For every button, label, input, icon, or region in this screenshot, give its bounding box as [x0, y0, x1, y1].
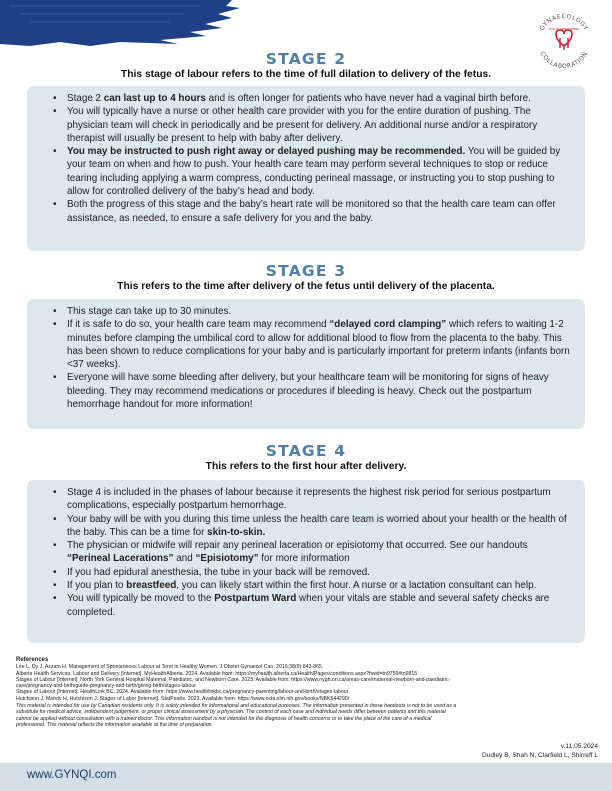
reference-line: Stages of Labour [Internet]. North York General Hospital Maternal, Paediatric, and Newborn Care. 2023. Available from: https://www.nygh.on.ca/areas-care/maternal-newborn-and-paediatric-care/pregnancy-and-birth/guide-pregnancy-and-birth/giving-birth/stages-labour — [16, 676, 451, 690]
brush-stroke-decoration — [0, 0, 260, 46]
version-block — [482, 743, 598, 760]
list-item: • Stage 2 can last up to 4 hours and is often longer for patients who have never had a vaginal birth before. — [53, 92, 571, 105]
disclaimer: This material is intended for use by Canadian residents only. It is solely intended for informational and educational purposes. The information presented in these handouts is not to be used as a substitute for medical advice, independent judgement, or proper clinical assessment by a physician. The context of each case and individual needs differ between patients and this material cannot be applied without consultation with a trained doctor. This information handout is not intended for the diagnosis of health concerns or to take the place of the care of a medical professional. This material reflects the information available at the time of preparation. — [16, 703, 457, 728]
stage-4-list — [53, 486, 571, 619]
stage-2-box — [27, 86, 585, 251]
list-item: • Your baby will be with you during this time unless the health care team is worried about your health or the health of the baby. This can be a time for skin-to-skin. — [53, 513, 571, 540]
reference-line: Lee L, Dy J, Azzam H. Management of Spontaneous Labour at Term in Healthy Women. J Obstet Gynaecol Can. 2016;38(9):843-865. — [16, 664, 324, 671]
footer-bar — [0, 763, 612, 791]
stage-3-box — [27, 299, 585, 429]
version-number: v.11.05.2024 — [560, 743, 598, 750]
list-item: • This stage can take up to 30 minutes. — [53, 305, 571, 318]
footer-url-link[interactable]: www.GYNQI.com — [27, 769, 117, 781]
stage-4-box — [27, 480, 585, 643]
stage-4-subtitle: This refers to the first hour after delivery. — [205, 461, 407, 472]
references-section — [16, 657, 461, 728]
list-item: • If you plan to breastfeed, you can likely start within the first hour. A nurse or a lactation consultant can help. — [53, 579, 571, 592]
stage-3-subtitle: This refers to the time after delivery of the fetus until delivery of the placenta. — [117, 281, 495, 292]
stage-2-subtitle: This stage of labour refers to the time of full dilation to delivery of the fetus. — [120, 69, 492, 80]
list-item: • You may be instructed to push right away or delayed pushing may be recommended. You will be guided by your team on when and how to push. Your health care team may perform several techniques to stop or reduce tearing including applying a warm compress, conducting perineal massage, or instructing you to stop pushing to allow for controlled delivery of the baby’s head and body. — [53, 145, 571, 198]
list-item: • If it is safe to do so, your health care team may recommend “delayed cord clamping” which refers to waiting 1-2 minutes before clamping the umbilical cord to allow for additional blood to flow from the placenta to the baby. This has been shown to reduce complications for your baby and is particularly important for preterm infants (infants born <37 weeks). — [53, 318, 571, 371]
stage-4-title: STAGE 4 — [265, 442, 347, 460]
stage-3-list — [53, 305, 571, 411]
authors: Dudley B, Shah N, Clarfield L, Shirreff L — [481, 751, 598, 759]
svg-text:GYNAECOLOGY: GYNAECOLOGY — [538, 12, 590, 32]
stage-2-list — [53, 92, 571, 225]
list-item: • Everyone will have some bleeding after delivery, but your healthcare team will be monitoring for signs of heavy bleeding. They may recommend medications or procedures if bleeding is heavy. Check out the postpartum hemorrhage handout for more information! — [53, 371, 571, 411]
list-item: • The physician or midwife will repair any perineal laceration or episiotomy that occurred. See our handouts “Perineal Lacerations” and “Episiotomy” for more information — [53, 539, 571, 566]
reference-line: Alberta Health Services. Labour and Delivery [Internet]. MyHealthAlberta. 2024. Available from: https://myhealth.alberta.ca/Health/Pages/conditions.aspx?hwid=tn9759#tn9815 — [16, 670, 418, 677]
svg-text:QUALITY IMPROVEMENT: QUALITY IMPROVEMENT — [548, 28, 580, 31]
list-item: • You will typically have a nurse or other health care provider with you for the entire duration of pushing. The physician team will check in periodically and be present for delivery. An additional nurse and/or a respiratory therapist will usually be present to help with baby after delivery. — [53, 105, 571, 145]
svg-text:COLLABORATION: COLLABORATION — [538, 50, 590, 71]
list-item: • Both the progress of this stage and the baby’s heart rate will be monitored so that the health care team can offer assistance, as needed, to ensure a safe delivery for you and the baby. — [53, 198, 571, 225]
list-item: • If you had epidural anesthesia, the tube in your back will be removed. — [53, 566, 571, 579]
list-item: • You will typically be moved to the Postpartum Ward when your vitals are stable and several safety checks are completed. — [53, 592, 571, 619]
stage-2-title: STAGE 2 — [265, 50, 347, 68]
list-item: • Stage 4 is included in the phases of labour because it represents the highest risk period for serious postpartum complications, especially postpartum hemorrhage. — [53, 486, 571, 513]
stage-3-title: STAGE 3 — [265, 262, 347, 280]
references-heading: References — [16, 657, 49, 663]
reference-line: Stages of Labour [Internet]. HealthLink BC. 2024. Available from: https://www.healthlinkbc.ca/pregnancy-parenting/labour-and-birth/stages-labour — [16, 689, 349, 696]
reference-line: Hutchison J, Mahdy H, Hutchison J. Stages of Labor [Internet]. StatPearls. 2023. Available from: https://www.ncbi.nlm.nih.gov/books/NBK544290/ — [16, 695, 350, 702]
